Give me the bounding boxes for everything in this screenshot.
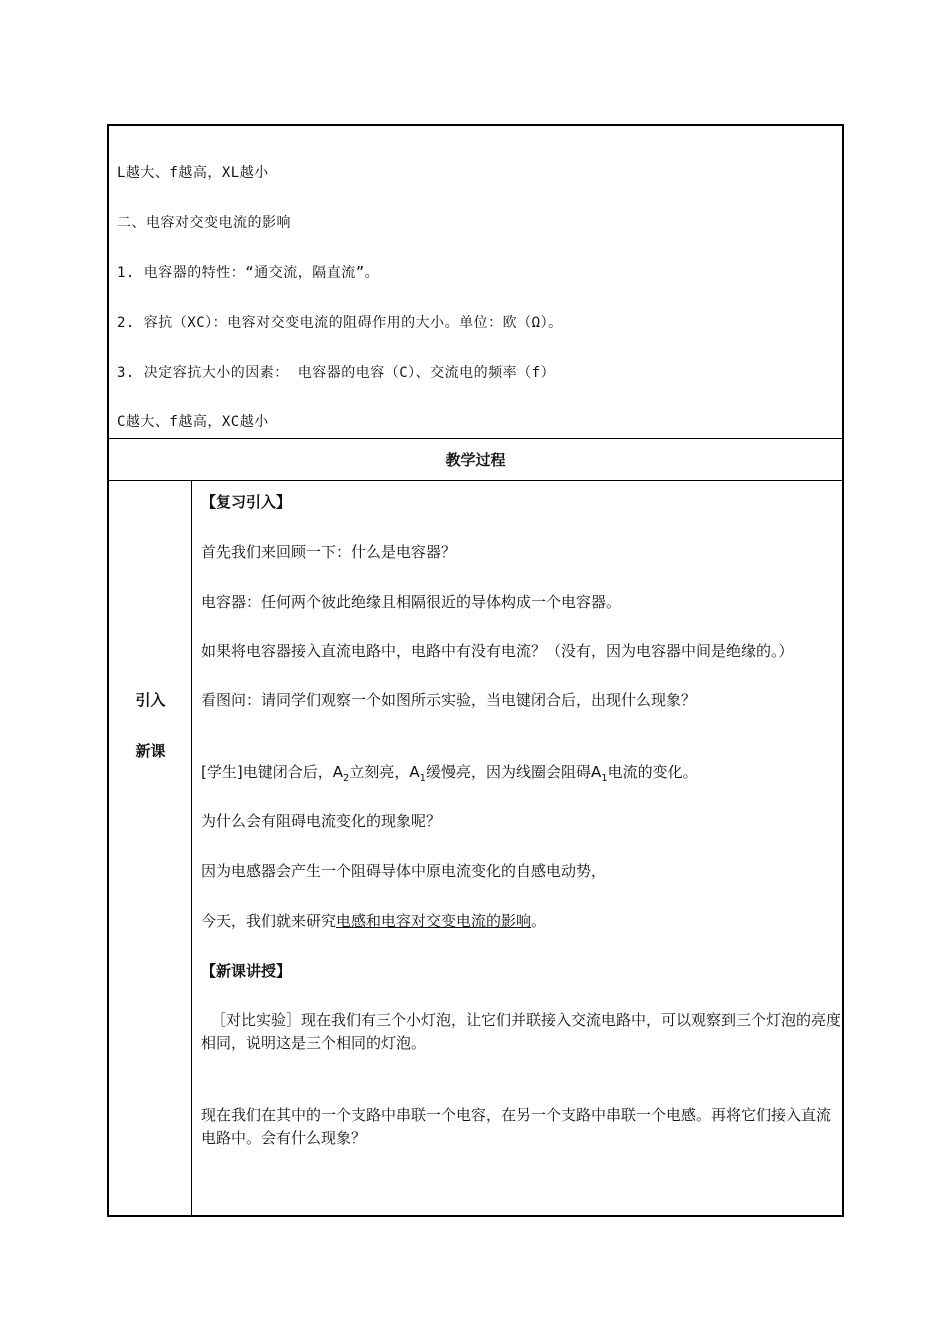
- paragraph: [201, 910, 841, 933]
- summary-line: 1. 电容器的特性：“通交流，隔直流”。: [117, 265, 380, 281]
- paragraph: 电容器：任何两个彼此绝缘且相隔很近的导体构成一个电容器。: [201, 593, 622, 611]
- paragraph: 如果将电容器接入直流电路中，电路中有没有电流？（没有，因为电容器中间是绝缘的。）: [201, 642, 794, 660]
- paragraph: 看图问：请同学们观察一个如图所示实验，当电键闭合后，出现什么现象？: [201, 691, 697, 709]
- text-run: 今天，我们就来研究: [201, 912, 337, 930]
- paragraph: ［对比实验］现在我们有三个小灯泡，让它们并联接入交流电路中，可以观察到三个灯泡的亮度相同，说明这是三个相同的灯泡。: [201, 1011, 842, 1052]
- teaching-process-row: [109, 481, 842, 1217]
- paragraph: [201, 761, 841, 790]
- summary-cell: [109, 126, 842, 439]
- summary-line: 二、电容对交变电流的影响: [117, 215, 291, 231]
- summary-line: 3. 决定容抗大小的因素： 电容器的电容（C）、交流电的频率（f）: [117, 365, 556, 381]
- subscript: 1: [601, 773, 608, 784]
- stage-label: 引入: [135, 691, 166, 709]
- text-run: 。: [531, 912, 547, 930]
- lesson-table: [107, 124, 844, 1217]
- review-heading: 【复习引入】: [201, 493, 292, 511]
- stage-label-cell: [109, 481, 192, 1217]
- text-run: 缓慢亮，因为线圈会阻碍A: [425, 763, 602, 781]
- subscript: 1: [419, 773, 426, 784]
- summary-line: 2. 容抗（XC）：电容对交变电流的阻碍作用的大小。单位：欧（Ω）。: [117, 315, 563, 331]
- new-lesson-heading: 【新课讲授】: [201, 962, 292, 980]
- subscript: 2: [342, 773, 350, 784]
- summary-line: L越大、f越高，XL越小: [117, 165, 269, 181]
- paragraph: 因为电感器会产生一个阻碍导体中原电流变化的自感电动势，: [201, 862, 607, 880]
- text-run: [学生]电键闭合后，A: [201, 763, 343, 781]
- text-run: 电流的变化。: [607, 763, 698, 781]
- stage-label: 新课: [135, 742, 166, 760]
- paragraph: 首先我们来回顾一下：什么是电容器？: [201, 543, 457, 561]
- text-run: 立刻亮，A: [349, 763, 420, 781]
- summary-line: C越大、f越高，XC越小: [117, 414, 269, 430]
- section-header-row: [109, 439, 842, 481]
- paragraph: 现在我们在其中的一个支路中串联一个电容，在另一个支路中串联一个电感。再将它们接入直流电路中。会有什么现象？: [201, 1106, 832, 1147]
- content-cell: [192, 481, 842, 1217]
- underlined-topic: 电感和电容对交变电流的影响: [336, 912, 532, 930]
- section-header: 教学过程: [445, 451, 506, 469]
- paragraph: 为什么会有阻碍电流变化的现象呢？: [201, 812, 442, 830]
